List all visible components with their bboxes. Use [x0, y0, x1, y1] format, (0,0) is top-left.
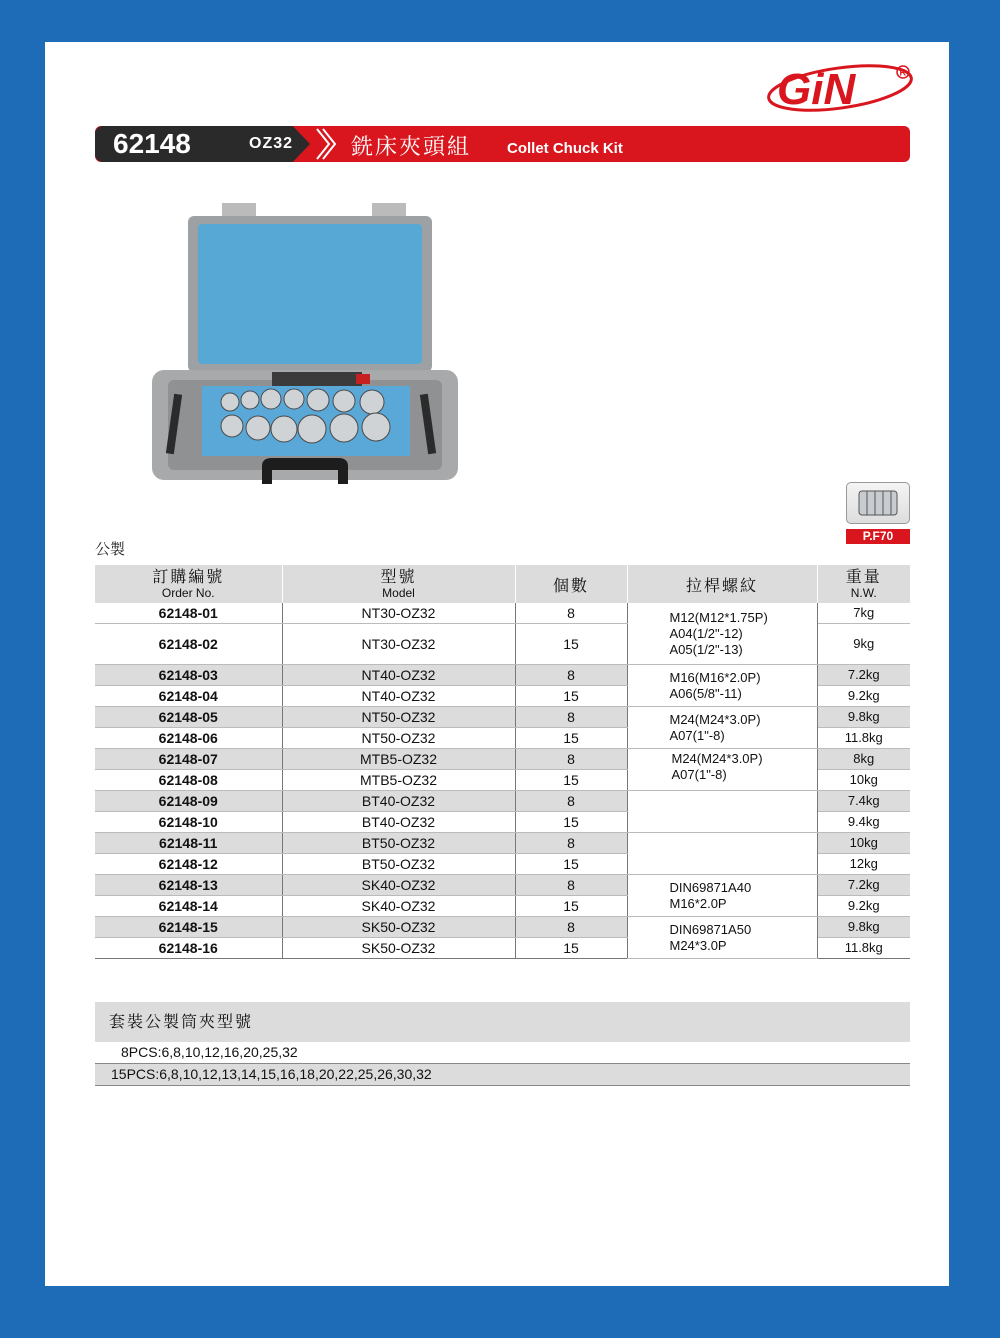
table-row: 62148-06 NT50-OZ32 15 11.8kg [95, 728, 910, 749]
thread-cell: DIN69871A40 M16*2.0P [627, 875, 817, 917]
col-model: 型號 Model [282, 565, 515, 603]
table-row: 62148-15 SK50-OZ32 8 DIN69871A50 M24*3.0P 9.8kg [95, 917, 910, 938]
kit-title: 套裝公製筒夾型號 [95, 1002, 910, 1042]
table-row: 62148-07 MTB5-OZ32 8 M24(M24*3.0P) A07(1"-8) 8kg [95, 749, 910, 770]
table-row: 62148-02 NT30-OZ32 15 9kg [95, 624, 910, 665]
thread-cell: M12(M12*1.75P) A04(1/2"-12) A05(1/2"-13) [627, 603, 817, 665]
thread-cell: M16(M16*2.0P) A06(5/8"-11) [627, 665, 817, 707]
thread-cell: DIN69871A50 M24*3.0P [627, 917, 817, 959]
table-row: 62148-10 BT40-OZ32 15 9.4kg [95, 812, 910, 833]
collet-icon [847, 483, 909, 523]
thread-cell-empty [627, 833, 817, 875]
table-row: 62148-16 SK50-OZ32 15 11.8kg [95, 938, 910, 959]
table-row: 62148-09 BT40-OZ32 8 7.4kg [95, 791, 910, 812]
chevron-right-icon [313, 126, 337, 162]
kit-contents [95, 1002, 910, 1086]
section-label: 公製 [95, 540, 126, 558]
product-header [95, 126, 910, 162]
col-weight: 重量 N.W. [817, 565, 910, 603]
table-row: 62148-08 MTB5-OZ32 15 10kg [95, 770, 910, 791]
thread-cell: M24(M24*3.0P) A07(1"-8) [627, 749, 817, 791]
spec-table [95, 565, 910, 959]
collet-kit-case-image [150, 200, 460, 510]
series-label: OZ32 [249, 135, 294, 152]
table-row: 62148-04 NT40-OZ32 15 9.2kg [95, 686, 910, 707]
svg-text:GiN: GiN [777, 65, 856, 112]
table-row: 62148-14 SK40-OZ32 15 9.2kg [95, 896, 910, 917]
collet-thumbnail [846, 482, 910, 524]
page-reference-badge: P.F70 [846, 529, 910, 544]
title-english: Collet Chuck Kit [507, 140, 623, 157]
table-row: 62148-11 BT50-OZ32 8 10kg [95, 833, 910, 854]
table-header-row [95, 565, 910, 603]
col-qty: 個數 [515, 565, 627, 603]
svg-text:R: R [899, 67, 906, 78]
table-row: 62148-13 SK40-OZ32 8 DIN69871A40 M16*2.0P 7.2kg [95, 875, 910, 896]
table-row: 62148-01 NT30-OZ32 8 M12(M12*1.75P) A04(1/2"-12) A05(1/2"-13) 7kg [95, 603, 910, 624]
kit-set-15: 15PCS:6,8,10,12,13,14,15,16,18,20,22,25,26,30,32 [95, 1064, 910, 1086]
thread-cell-empty [627, 791, 817, 833]
kit-set-8: 8PCS:6,8,10,12,16,20,25,32 [95, 1042, 910, 1064]
thread-cell: M24(M24*3.0P) A07(1"-8) [627, 707, 817, 749]
table-row: 62148-05 NT50-OZ32 8 M24(M24*3.0P) A07(1"-8) 9.8kg [95, 707, 910, 728]
col-thread: 拉桿螺紋 [627, 565, 817, 603]
item-number: 62148 [113, 128, 191, 159]
gin-logo [765, 62, 915, 112]
col-order: 訂購編號 Order No. [95, 565, 282, 603]
table-row: 62148-12 BT50-OZ32 15 12kg [95, 854, 910, 875]
table-row: 62148-03 NT40-OZ32 8 M16(M16*2.0P) A06(5/8"-11) 7.2kg [95, 665, 910, 686]
title-chinese: 銑床夾頭組 [351, 135, 472, 160]
